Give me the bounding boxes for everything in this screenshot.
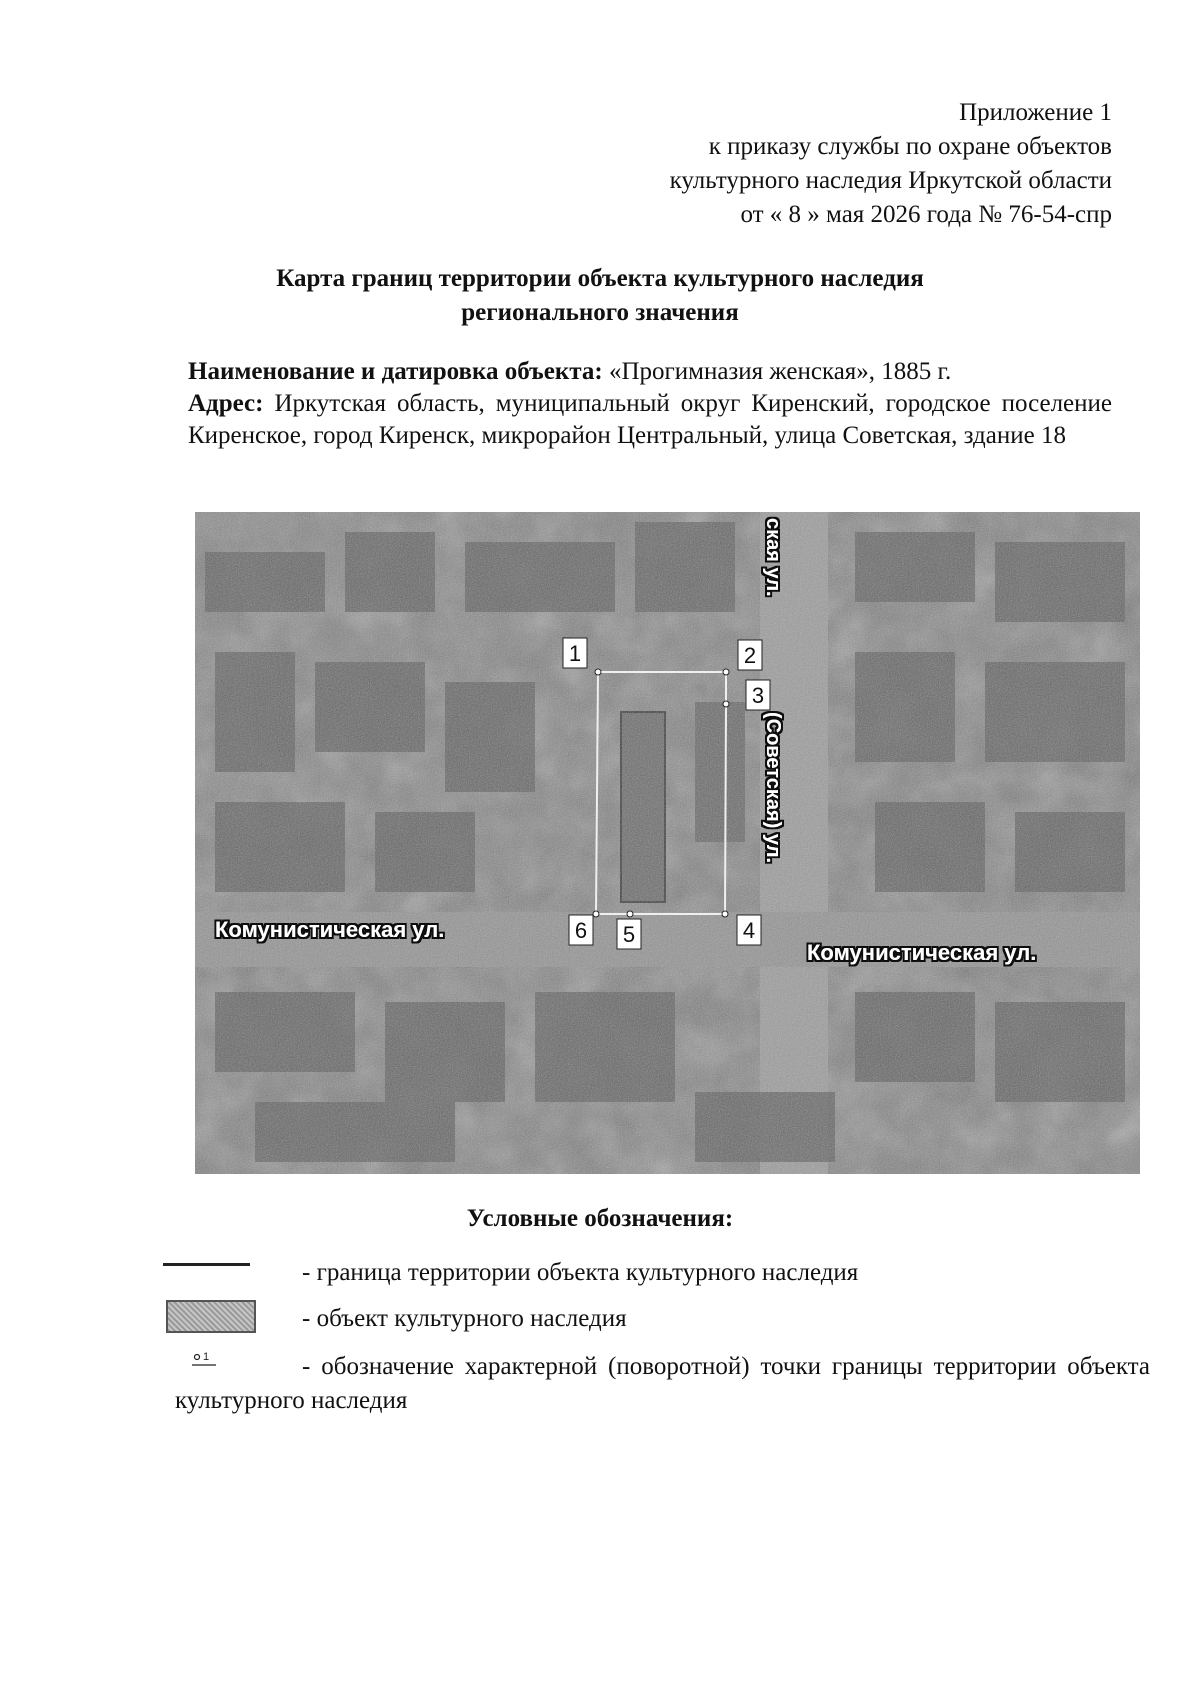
street-label-sovetskaya: (Советская) ул.	[762, 712, 784, 864]
order-reference-line: к приказу службы по охране объектов	[708, 133, 1112, 160]
boundary-point-5: 5	[622, 922, 636, 947]
street-label-communist-left: Комунистическая ул.	[215, 917, 445, 942]
legend-boundary-text: - граница территории объекта культурного наследия	[302, 1259, 859, 1286]
street-label-communist-right: Комунистическая ул.	[807, 940, 1037, 965]
legend-object-text: - объект культурного наследия	[302, 1305, 627, 1332]
satellite-map	[195, 512, 1140, 1174]
boundary-point-1: 1	[568, 641, 582, 666]
boundary-point-6: 6	[574, 918, 588, 943]
title-line-2: регионального значения	[461, 299, 739, 326]
legend-point-text: - обозначение характерной (поворотной) точки границы территории объекта культурного наследия	[175, 1353, 1150, 1414]
boundary-point-2: 2	[743, 643, 757, 668]
title-line-1: Карта границ территории объекта культурного наследия	[276, 265, 924, 292]
order-authority-line: культурного наследия Иркутской области	[669, 167, 1112, 194]
boundary-point-3: 3	[751, 683, 765, 708]
object-address	[188, 388, 1112, 452]
legend-object-swatch	[166, 1300, 256, 1333]
address-label: Адрес:	[188, 390, 264, 417]
address-value: Иркутская область, муниципальный округ Киренский, городское поселение Киренское, город Киренск, микрорайон Центральный, улица Советская, здание 18	[188, 390, 1113, 449]
object-info	[188, 356, 1112, 452]
legend-point-number: 1	[203, 1351, 210, 1363]
street-label-top: ская ул.	[762, 518, 784, 597]
object-name-label: Наименование и датировка объекта:	[188, 358, 603, 385]
object-name	[188, 356, 1112, 388]
object-name-value: «Прогимназия женская», 1885 г.	[608, 358, 952, 385]
boundary-point-4: 4	[742, 918, 756, 943]
legend-boundary-swatch	[163, 1263, 250, 1266]
order-date-number: от « 8 » мая 2026 года № 76-54-спр	[740, 201, 1112, 228]
appendix-label: Приложение 1	[959, 99, 1112, 126]
legend-title: Условные обозначения:	[466, 1205, 734, 1232]
document-title	[0, 262, 1200, 330]
document-header	[670, 96, 1112, 232]
